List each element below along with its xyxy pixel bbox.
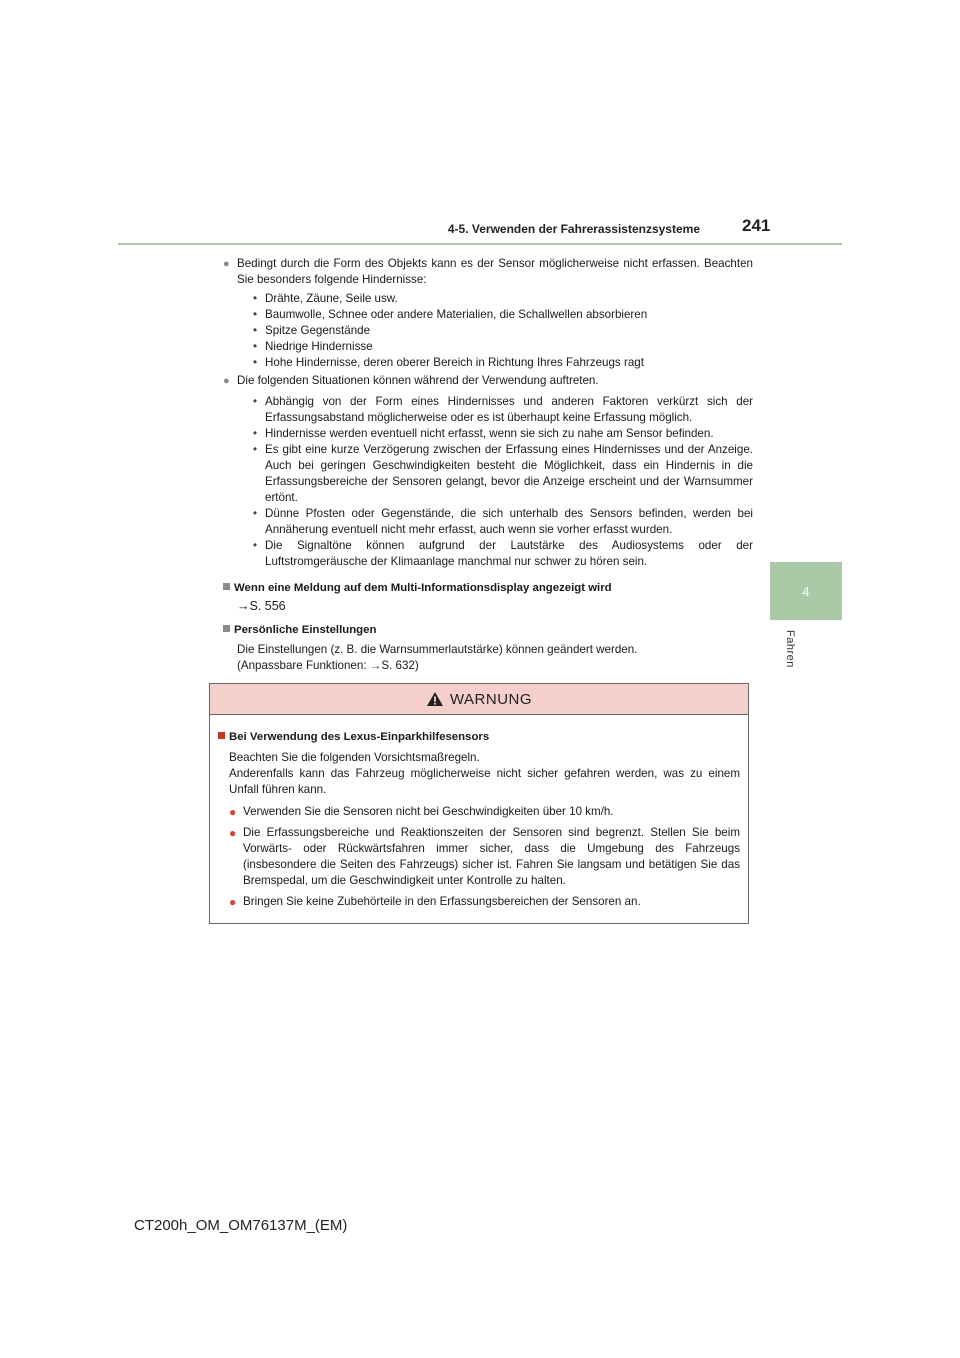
section-heading: Persönliche Einstellungen xyxy=(223,622,753,638)
page-number: 241 xyxy=(742,216,771,235)
list-item: • Niedrige Hindernisse xyxy=(251,339,753,355)
square-bullet-icon xyxy=(223,583,230,590)
warning-intro: Beachten Sie die folgenden Vorsichtsmaßregeln. Anderenfalls kann das Fahrzeug möglicherweise nicht sicher gefahren werden, was zu einem Unfall führen kann. xyxy=(229,751,740,796)
bullet-item xyxy=(223,373,753,570)
warning-title: WARNUNG xyxy=(449,690,533,708)
main-content xyxy=(223,256,753,674)
square-bullet-icon xyxy=(223,625,230,632)
warning-body xyxy=(210,715,748,910)
warning-item: ● Bringen Sie keine Zubehörteile in den Erfassungsbereichen der Sensoren an. xyxy=(229,895,641,909)
section-heading: Wenn eine Meldung auf dem Multi-Informationsdisplay angezeigt wird xyxy=(223,580,753,596)
warning-header xyxy=(210,684,748,715)
bullet-item xyxy=(223,256,753,371)
list-item: • Dünne Pfosten oder Gegenstände, die sich unterhalb des Sensors befinden, werden bei Annäherung eventuell nicht mehr erfasst, auch wenn sie vorher erfasst wurden. xyxy=(251,506,753,538)
page-reference: →S. 556 xyxy=(237,599,286,613)
bullet-dot-icon: ● xyxy=(223,375,230,387)
warning-item: ● Die Erfassungsbereiche und Reaktionszeiten der Sensoren sind begrenzt. Stellen Sie beim Vorwärts- oder Rückwärtsfahren immer sicher, dass die Umgebung des Fahrzeugs (insbesondere die Seiten des Fahrzeugs) sicher ist. Fahren Sie langsam und betätigen Sie das Bremspedal, um die Geschwindigkeit unter Kontrolle zu halten. xyxy=(229,826,740,887)
list-item: • Baumwolle, Schnee oder andere Materialien, die Schallwellen absorbieren xyxy=(251,307,753,323)
section-body-line: (Anpassbare Funktionen: →S. 632) xyxy=(237,659,419,672)
square-bullet-icon xyxy=(218,732,225,739)
warning-triangle-icon xyxy=(426,691,444,707)
list-item: • Drähte, Zäune, Seile usw. xyxy=(251,291,753,307)
document-code: CT200h_OM_OM76137M_(EM) xyxy=(134,1217,348,1234)
header-divider xyxy=(118,243,842,245)
warning-item: ● Verwenden Sie die Sensoren nicht bei Geschwindigkeiten über 10 km/h. xyxy=(229,805,614,819)
bullet-dot-icon: ● xyxy=(229,895,237,909)
bullet-text: Bedingt durch die Form des Objekts kann es der Sensor möglicherweise nicht erfassen. Beachten Sie besonders folgende Hindernisse: xyxy=(237,257,753,286)
chapter-label: Fahren xyxy=(784,630,796,668)
section-body xyxy=(223,642,753,674)
sub-list xyxy=(237,394,753,570)
bullet-dot-icon: ● xyxy=(229,826,237,840)
chapter-tab xyxy=(770,562,842,620)
bullet-text: Die folgenden Situationen können während der Verwendung auftreten. xyxy=(237,374,599,387)
list-item: • Es gibt eine kurze Verzögerung zwischen der Erfassung eines Hindernisses und der Anzeige. Auch bei geringen Geschwindigkeiten besteht die Möglichkeit, dass ein Hindernis in die Erfassungsbereiche der Sensoren gelangt, bevor die Anzeige erscheint und der Warnsummer ertönt. xyxy=(251,442,753,506)
bullet-dot-icon: ● xyxy=(229,805,237,819)
list-item: • Die Signaltöne können aufgrund der Lautstärke des Audiosystems oder der Luftstromgeräusche der Klimaanlage manchmal nur schwer zu hören sein. xyxy=(251,538,753,570)
warning-box xyxy=(209,683,749,924)
section-body-line: Die Einstellungen (z. B. die Warnsummerlautstärke) können geändert werden. xyxy=(237,643,638,656)
sub-list xyxy=(237,291,753,371)
list-item: • Abhängig von der Form eines Hindernisses und anderen Faktoren verkürzt sich der Erfassungsabstand möglicherweise oder es ist überhaupt keine Erfassung möglich. xyxy=(251,394,753,426)
warning-heading: Bei Verwendung des Lexus-Einparkhilfesensors xyxy=(218,729,740,745)
section-title: 4-5. Verwenden der Fahrerassistenzsysteme xyxy=(447,222,700,236)
list-item: • Hindernisse werden eventuell nicht erfasst, wenn sie sich zu nahe am Sensor befinden. xyxy=(251,426,753,442)
list-item: • Hohe Hindernisse, deren oberer Bereich in Richtung Ihres Fahrzeugs ragt xyxy=(251,355,753,371)
list-item: • Spitze Gegenstände xyxy=(251,323,753,339)
bullet-dot-icon: ● xyxy=(223,258,230,270)
chapter-number: 4 xyxy=(802,583,810,599)
